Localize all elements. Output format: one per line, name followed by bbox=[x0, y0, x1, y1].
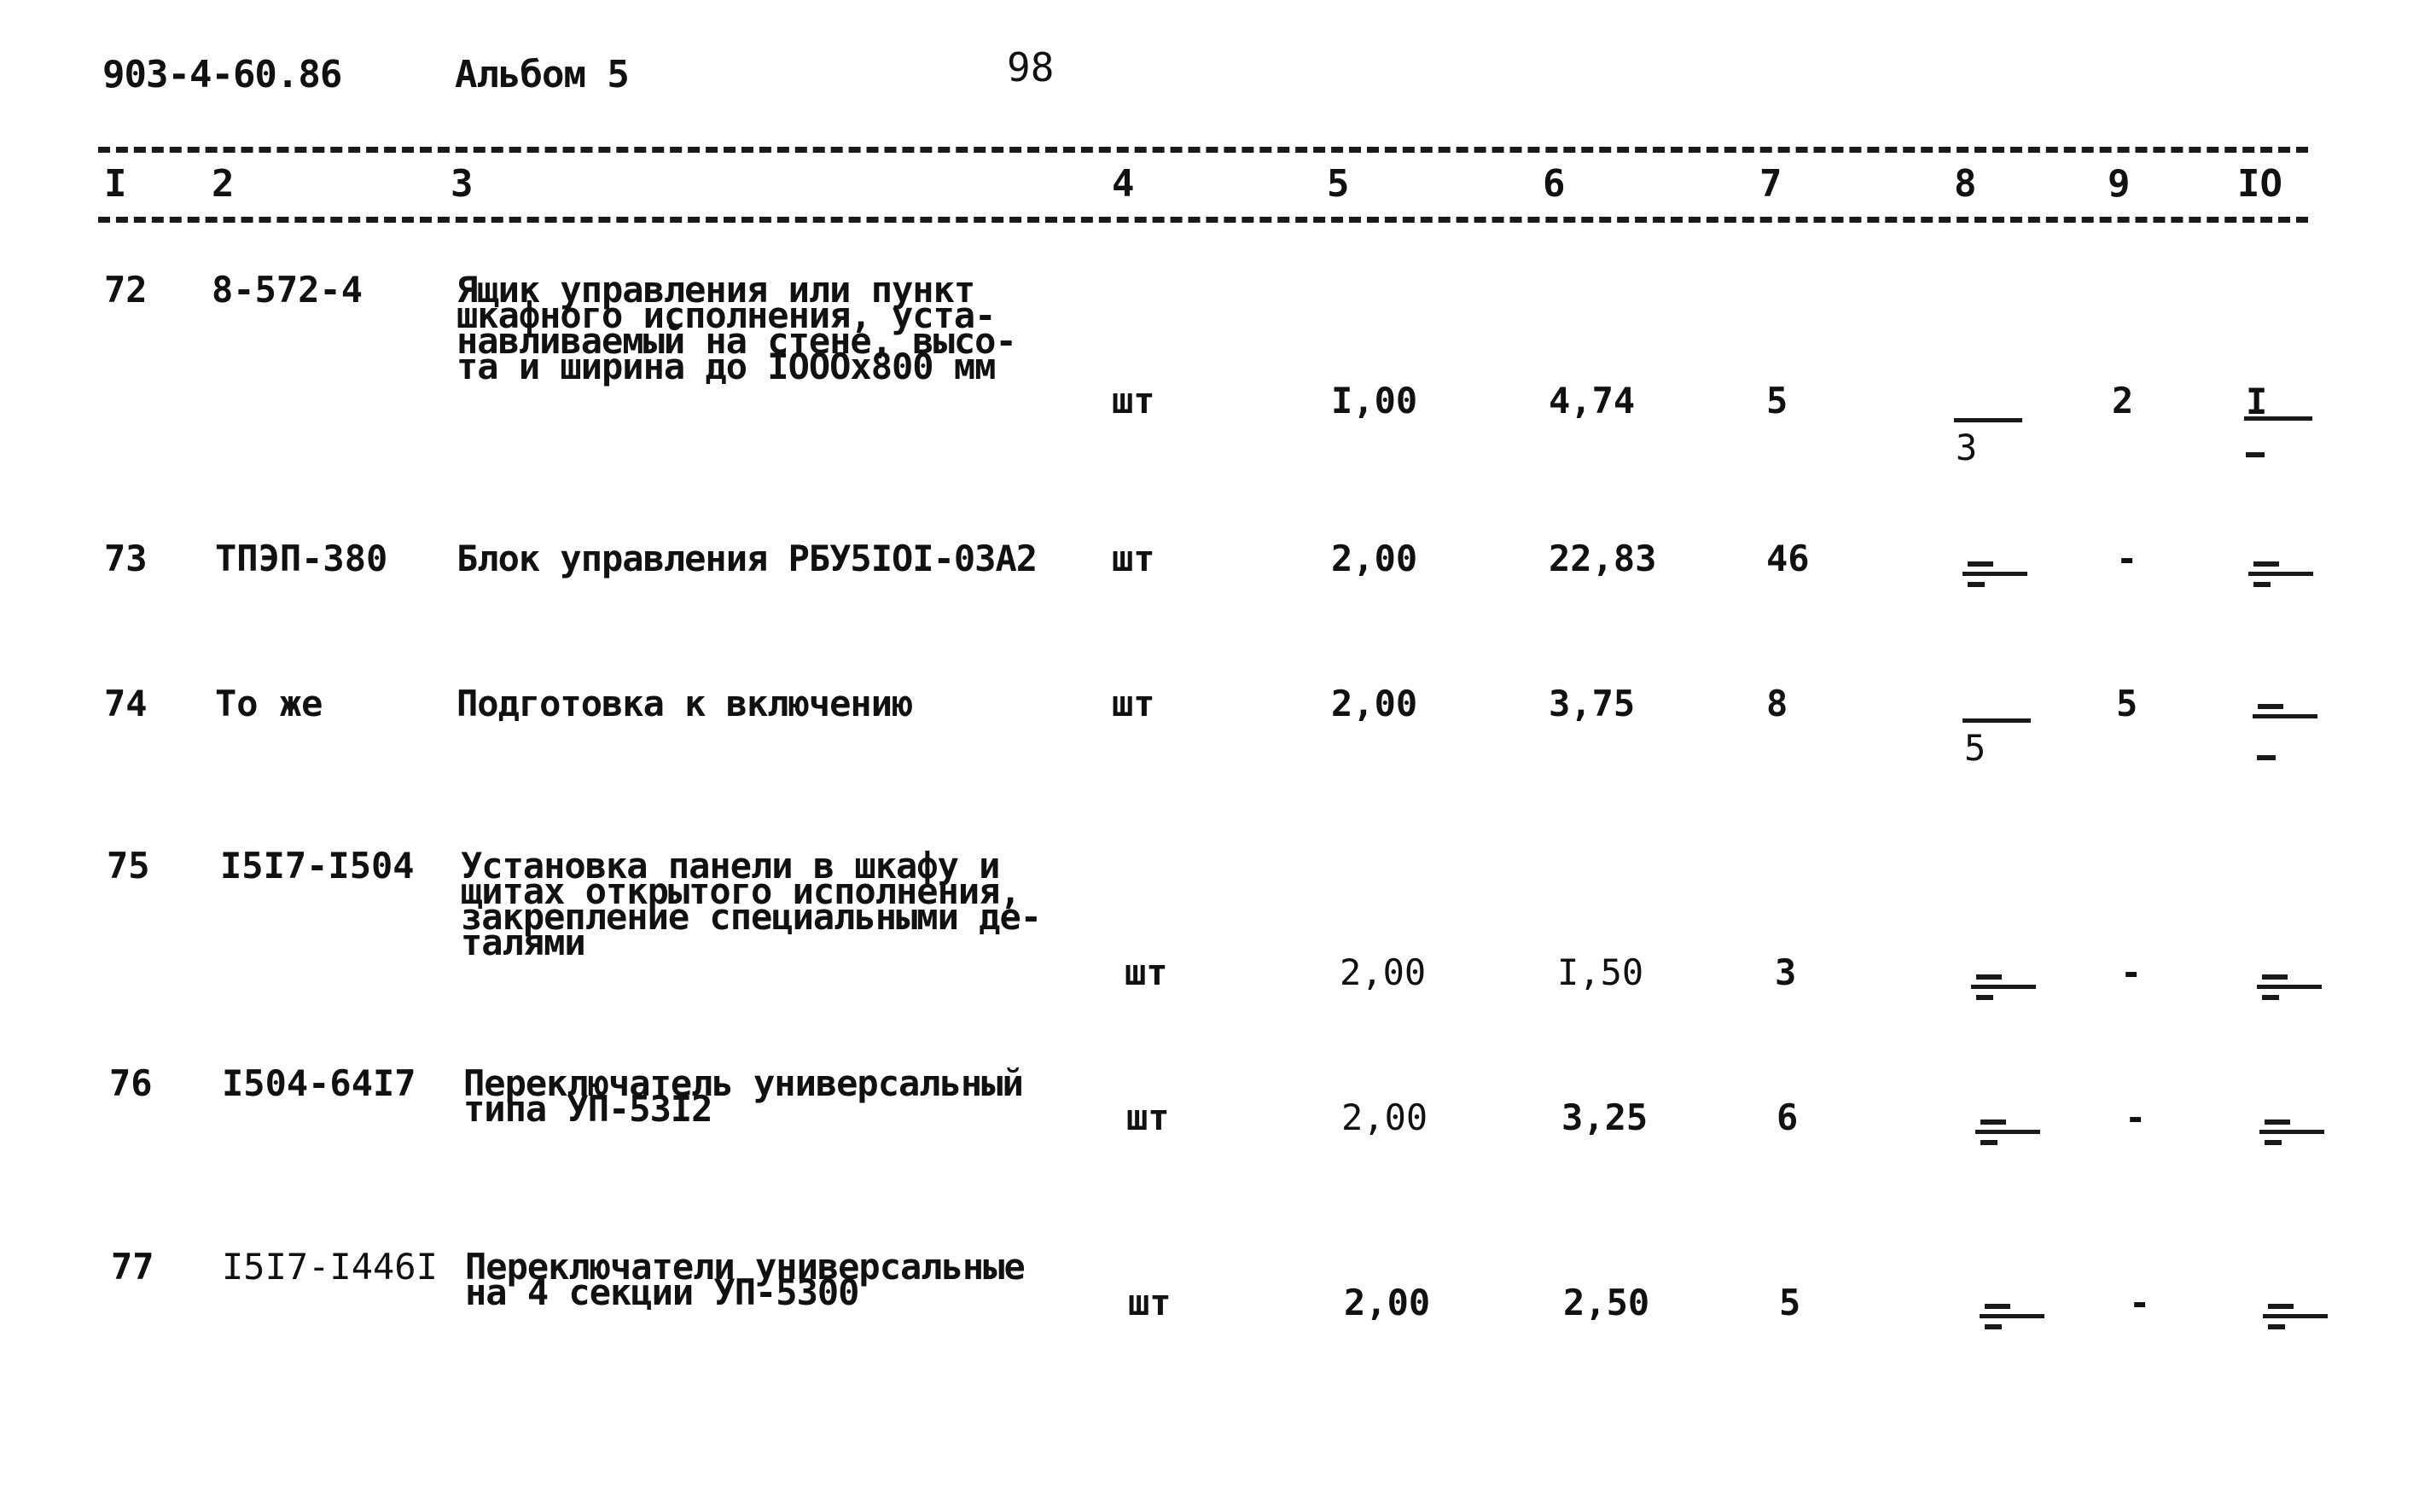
row-77-c6: 2,50 bbox=[1563, 1282, 1650, 1323]
row-72-c9: 2 bbox=[2112, 380, 2134, 422]
row-77-c5: 2,00 bbox=[1344, 1282, 1431, 1323]
row-73-c7: 46 bbox=[1766, 538, 1810, 579]
column-header-1: I bbox=[104, 162, 127, 206]
row-76-unit: шт bbox=[1126, 1096, 1170, 1138]
row-76-c9: - bbox=[2125, 1096, 2147, 1138]
column-header-9: 9 bbox=[2108, 162, 2131, 206]
row-76-description: Переключатель универсальный типа УП-53I2 bbox=[463, 1062, 1023, 1130]
row-75-num: 75 bbox=[107, 845, 150, 887]
row-74-c7: 8 bbox=[1766, 683, 1788, 724]
row-76-c5: 2,00 bbox=[1341, 1096, 1428, 1138]
row-74-c9: 5 bbox=[2116, 683, 2138, 724]
column-header-4: 4 bbox=[1112, 162, 1135, 206]
row-76-num: 76 bbox=[109, 1062, 153, 1104]
row-73-code: ТПЭП-380 bbox=[215, 538, 388, 579]
row-72-c7: 5 bbox=[1766, 380, 1788, 422]
row-74-c8-value: 5 bbox=[1964, 727, 1986, 769]
row-74-unit: шт bbox=[1112, 683, 1155, 724]
row-72-c10-value: I bbox=[2246, 381, 2268, 422]
row-74-c5: 2,00 bbox=[1331, 683, 1418, 724]
row-77-c8-empty-mark bbox=[1980, 1304, 2044, 1335]
row-77-c9: - bbox=[2129, 1282, 2151, 1323]
header-top-rule bbox=[98, 147, 2308, 153]
row-77-code: I5I7-I446I bbox=[222, 1246, 438, 1288]
album-label: Альбом 5 bbox=[455, 53, 629, 96]
row-75-c8-empty-mark bbox=[1971, 974, 2036, 1005]
row-77-c7: 5 bbox=[1779, 1282, 1801, 1323]
row-74-code: То же bbox=[215, 683, 323, 724]
row-75-c7: 3 bbox=[1775, 951, 1797, 993]
row-76-c10-empty-mark bbox=[2259, 1119, 2324, 1150]
row-72-c6: 4,74 bbox=[1549, 380, 1636, 422]
row-75-c9: - bbox=[2120, 951, 2143, 993]
row-75-unit: шт bbox=[1125, 951, 1168, 993]
row-75-c6: I,50 bbox=[1557, 951, 1644, 993]
row-72-c10-dash bbox=[2246, 452, 2265, 457]
row-73-c6: 22,83 bbox=[1549, 538, 1657, 579]
row-76-c6: 3,25 bbox=[1561, 1096, 1649, 1138]
column-header-6: 6 bbox=[1543, 162, 1566, 206]
row-74-c6: 3,75 bbox=[1549, 683, 1636, 724]
row-72-code: 8-572-4 bbox=[212, 269, 363, 311]
column-header-10: IO bbox=[2237, 162, 2282, 206]
header-bottom-rule bbox=[98, 217, 2308, 223]
row-74-c10-empty-mark bbox=[2253, 704, 2317, 735]
row-76-c8-empty-mark bbox=[1975, 1119, 2040, 1150]
document-code: 903-4-60.86 bbox=[102, 53, 342, 96]
row-73-c5: 2,00 bbox=[1331, 538, 1418, 579]
row-76-c7: 6 bbox=[1776, 1096, 1799, 1138]
column-header-8: 8 bbox=[1954, 162, 1977, 206]
page-number: 98 bbox=[1007, 44, 1055, 90]
column-header-2: 2 bbox=[212, 162, 235, 206]
row-73-c10-empty-mark bbox=[2248, 561, 2313, 592]
row-77-c10-empty-mark bbox=[2263, 1304, 2328, 1335]
row-73-num: 73 bbox=[104, 538, 148, 579]
row-75-c5: 2,00 bbox=[1340, 951, 1427, 993]
row-72-c5: I,00 bbox=[1331, 380, 1418, 422]
row-77-num: 77 bbox=[111, 1246, 154, 1288]
row-75-description: Установка панели в шкафу и щитах открытого исполнения, закрепление специальными де- талями bbox=[461, 845, 1042, 963]
row-76-code: I504-64I7 bbox=[222, 1062, 416, 1104]
column-header-5: 5 bbox=[1327, 162, 1350, 206]
row-74-c10-dash bbox=[2257, 755, 2276, 760]
row-77-unit: шт bbox=[1128, 1282, 1172, 1323]
row-72-num: 72 bbox=[104, 269, 148, 311]
row-73-description: Блок управления РБУ5IOI-03А2 bbox=[456, 538, 1038, 579]
row-73-c9: - bbox=[2116, 538, 2138, 579]
row-72-c8-value: 3 bbox=[1956, 427, 1978, 468]
row-74-description: Подготовка к включению bbox=[456, 683, 913, 724]
row-75-c10-empty-mark bbox=[2257, 974, 2322, 1005]
row-73-c8-empty-mark bbox=[1963, 561, 2027, 592]
column-header-7: 7 bbox=[1759, 162, 1782, 206]
row-72-description: Ящик управления или пункт шкафного исполнения, уста- навливаемый на стене, высо- та и ширина до IOOOx800 мм bbox=[456, 269, 1016, 387]
row-74-num: 74 bbox=[104, 683, 148, 724]
row-75-code: I5I7-I504 bbox=[220, 845, 415, 887]
column-header-3: 3 bbox=[451, 162, 474, 206]
row-77-description: Переключатели универсальные на 4 секции УП-5300 bbox=[465, 1246, 1025, 1313]
row-72-unit: шт bbox=[1112, 380, 1155, 422]
row-73-unit: шт bbox=[1112, 538, 1155, 579]
